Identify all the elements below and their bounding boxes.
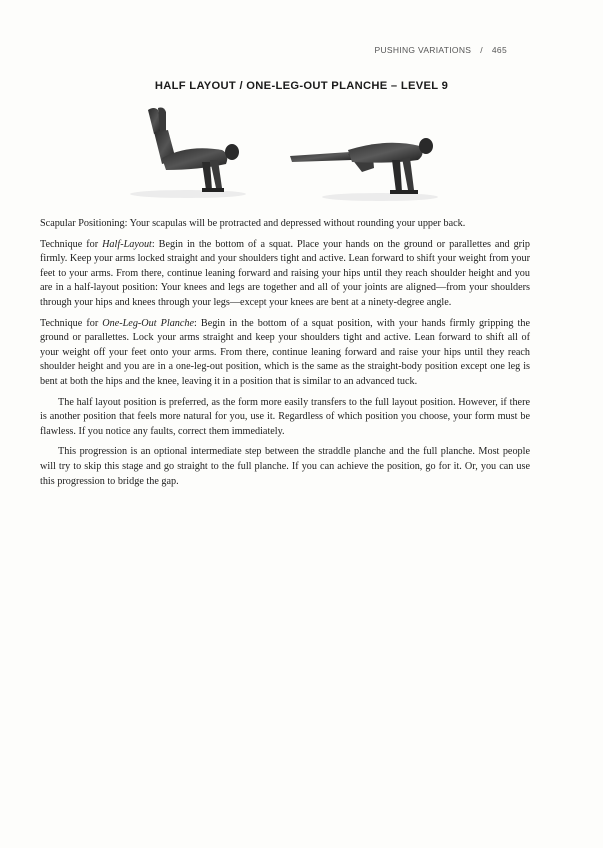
- page-number: 465: [491, 45, 507, 55]
- exercise-figures: [118, 104, 448, 204]
- paragraph-technique-half-layout: Technique for Half-Layout: Begin in the bottom of a squat. Place your hands on the ground or parallettes and grip firmly. Keep your arms locked straight and your shoulders tight and active. Lean forward to shift your weight from your feet to your arms. From there, continue leaning forward and raising your hips until they reach shoulder height and you are in a half-layout position: Your knees and legs are together and all of your joints are aligned—from your shoulders through your hips and knees through your legs—except your knees are bent at a ninety-degree angle.: [40, 238, 530, 308]
- half-layout-planche-photo: [118, 104, 248, 202]
- paragraph-technique-one-leg-out: Technique for One-Leg-Out Planche: Begin in the bottom of a squat position, with your hands firmly gripping the ground or parallettes. Lock your arms straight and keep your shoulders tight and active. Lean forward to shift all of your weight off your feet onto your arms. From there, continue leaning forward and raise your hips until they reach shoulder height and you are in a one-leg-out position, which is the same as the straight-body position except one leg is bent at both the hips and the knee, leaving it in a position that is similar to an advanced tuck.: [40, 317, 530, 387]
- exercise-title: HALF LAYOUT / ONE-LEG-OUT PLANCHE – LEVEL 9: [154, 80, 449, 92]
- body-text: [40, 217, 530, 495]
- one-leg-out-planche-photo: [290, 124, 440, 204]
- section-name: PUSHING VARIATIONS: [374, 45, 472, 55]
- paragraph-optional-progression: This progression is an optional intermediate step between the straddle planche and the full planche. Most people will try to skip this stage and go straight to the full planche. If you can achieve the position, go for it. Or, you can use this progression to bridge the gap.: [40, 446, 530, 487]
- paragraph-preferred-position: The half layout position is preferred, as the form more easily transfers to the full layout position. However, if there is another position that feels more natural for you, use it. Regardless of which position you choose, your form must be flawless. If you notice any faults, correct them immediately.: [40, 396, 530, 437]
- term-half-layout: Half-Layout: [102, 238, 152, 250]
- running-head: [375, 45, 507, 55]
- header-separator: /: [480, 45, 483, 55]
- paragraph-scapular-positioning: Scapular Positioning: Your scapulas will be protracted and depressed without rounding your upper back.: [40, 218, 466, 229]
- term-one-leg-out-planche: One-Leg-Out Planche: [102, 317, 195, 329]
